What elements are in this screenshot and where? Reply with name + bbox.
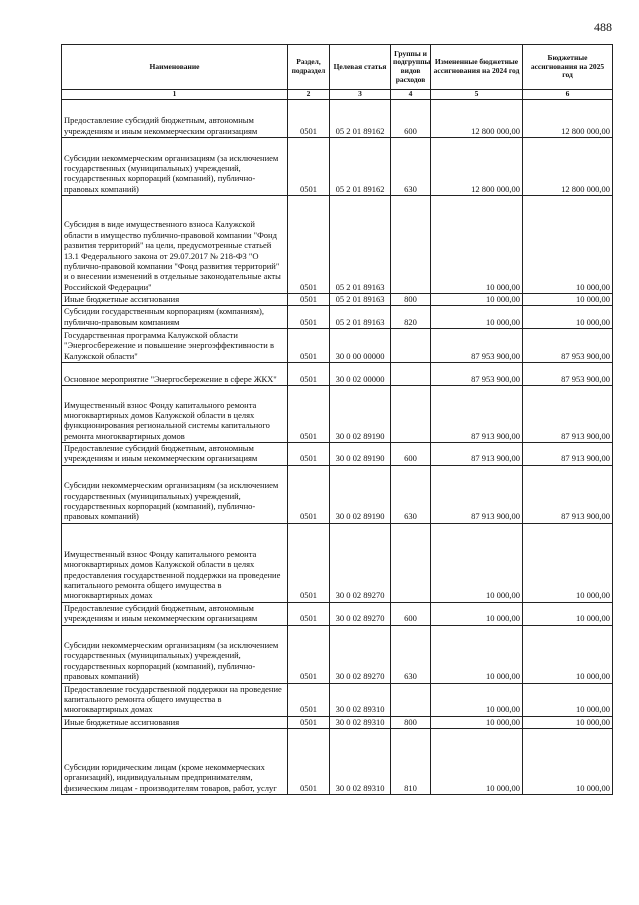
column-number: 4 <box>391 90 431 100</box>
row-expense-group <box>391 386 431 443</box>
row-amount-2025: 10 000,00 <box>523 294 613 306</box>
row-target-article: 30 0 02 89270 <box>330 602 391 625</box>
row-target-article: 30 0 02 89310 <box>330 728 391 794</box>
row-target-article: 30 0 02 89190 <box>330 386 391 443</box>
row-name: Иные бюджетные ассигнования <box>62 716 288 728</box>
row-expense-group <box>391 196 431 294</box>
row-amount-2025: 10 000,00 <box>523 602 613 625</box>
row-target-article: 05 2 01 89162 <box>330 138 391 196</box>
row-section: 0501 <box>288 329 330 363</box>
row-section: 0501 <box>288 100 330 138</box>
row-name: Иные бюджетные ассигнования <box>62 294 288 306</box>
row-amount-2025: 10 000,00 <box>523 625 613 683</box>
table-row <box>62 100 613 138</box>
row-expense-group: 600 <box>391 443 431 466</box>
row-name: Субсидия в виде имущественного взноса Калужской области в имущество публично-правовой компании "Фонд развития территорий" на цели, предусмотренные статьей 13.1 Федерального закона от 29.07.2017 № 218-ФЗ "О публично-правовой компании "Фонд развития территорий" и о внесении изменений в отдельные законодательные акты Российской Федерации" <box>62 196 288 294</box>
row-name: Предоставление государственной поддержки на проведение капитального ремонта общего имущества в многоквартирных домах <box>62 683 288 716</box>
row-expense-group <box>391 329 431 363</box>
row-name: Предоставление субсидий бюджетным, автономным учреждениям и иным некоммерческим организациям <box>62 443 288 466</box>
row-amount-2025: 87 953 900,00 <box>523 329 613 363</box>
table-row <box>62 716 613 728</box>
row-name: Основное мероприятие "Энергосбережение в сфере ЖКХ" <box>62 363 288 386</box>
row-name: Имущественный взнос Фонду капитального ремонта многоквартирных домов Калужской области в целях предоставления государственной поддержки на проведение капитального ремонта общего имущества в многоквартирных домах <box>62 523 288 602</box>
column-number: 3 <box>330 90 391 100</box>
table-row <box>62 363 613 386</box>
header-row <box>62 45 613 90</box>
row-amount-2024: 12 800 000,00 <box>431 138 523 196</box>
table-row <box>62 728 613 794</box>
row-expense-group: 820 <box>391 306 431 329</box>
row-amount-2024: 87 913 900,00 <box>431 386 523 443</box>
row-amount-2024: 87 913 900,00 <box>431 465 523 523</box>
row-section: 0501 <box>288 306 330 329</box>
budget-table <box>61 44 613 795</box>
row-expense-group: 800 <box>391 294 431 306</box>
table-row <box>62 602 613 625</box>
row-name: Субсидии некоммерческим организациям (за исключением государственных (муниципальных) учреждений, государственных корпораций (компаний), публично-правовых компаний) <box>62 625 288 683</box>
row-amount-2025: 12 800 000,00 <box>523 100 613 138</box>
table-row <box>62 683 613 716</box>
table-row <box>62 386 613 443</box>
row-target-article: 30 0 02 89310 <box>330 716 391 728</box>
row-expense-group: 600 <box>391 602 431 625</box>
row-expense-group: 630 <box>391 625 431 683</box>
row-target-article: 05 2 01 89163 <box>330 294 391 306</box>
row-target-article: 30 0 02 89270 <box>330 625 391 683</box>
row-amount-2024: 10 000,00 <box>431 306 523 329</box>
row-amount-2024: 10 000,00 <box>431 523 523 602</box>
row-amount-2024: 87 953 900,00 <box>431 329 523 363</box>
row-name: Государственная программа Калужской области "Энергосбережение и повышение энергоэффективности в Калужской области" <box>62 329 288 363</box>
row-section: 0501 <box>288 728 330 794</box>
row-amount-2024: 87 953 900,00 <box>431 363 523 386</box>
row-section: 0501 <box>288 138 330 196</box>
row-expense-group: 630 <box>391 138 431 196</box>
table-row <box>62 625 613 683</box>
row-name: Имущественный взнос Фонду капитального ремонта многоквартирных домов Калужской области в целях функционирования региональной системы капитального ремонта многоквартирных домов <box>62 386 288 443</box>
table-body <box>62 100 613 795</box>
row-name: Предоставление субсидий бюджетным, автономным учреждениям и иным некоммерческим организациям <box>62 602 288 625</box>
row-amount-2024: 10 000,00 <box>431 625 523 683</box>
header-group: Группы и подгруппы видов расходов <box>391 45 431 90</box>
row-name: Предоставление субсидий бюджетным, автономным учреждениям и иным некоммерческим организациям <box>62 100 288 138</box>
table-row <box>62 306 613 329</box>
row-amount-2024: 10 000,00 <box>431 294 523 306</box>
column-number: 5 <box>431 90 523 100</box>
row-amount-2024: 87 913 900,00 <box>431 443 523 466</box>
row-target-article: 05 2 01 89163 <box>330 196 391 294</box>
row-expense-group <box>391 683 431 716</box>
row-expense-group <box>391 363 431 386</box>
row-expense-group: 810 <box>391 728 431 794</box>
row-section: 0501 <box>288 625 330 683</box>
header-section: Раздел, подраздел <box>288 45 330 90</box>
row-target-article: 05 2 01 89163 <box>330 306 391 329</box>
column-number: 1 <box>62 90 288 100</box>
table-row <box>62 196 613 294</box>
row-amount-2024: 10 000,00 <box>431 728 523 794</box>
table-row <box>62 294 613 306</box>
row-section: 0501 <box>288 196 330 294</box>
row-section: 0501 <box>288 716 330 728</box>
column-number-row <box>62 90 613 100</box>
page-number: 488 <box>594 20 612 34</box>
header-name: Наименование <box>62 45 288 90</box>
column-number: 6 <box>523 90 613 100</box>
row-expense-group: 800 <box>391 716 431 728</box>
row-target-article: 30 0 02 89310 <box>330 683 391 716</box>
row-section: 0501 <box>288 465 330 523</box>
row-amount-2025: 87 953 900,00 <box>523 363 613 386</box>
row-section: 0501 <box>288 386 330 443</box>
row-section: 0501 <box>288 443 330 466</box>
row-amount-2024: 10 000,00 <box>431 716 523 728</box>
row-amount-2025: 10 000,00 <box>523 306 613 329</box>
row-name: Субсидии юридическим лицам (кроме некоммерческих организаций), индивидуальным предпринимателям, физическим лицам - производителям товаров, работ, услуг <box>62 728 288 794</box>
row-amount-2025: 87 913 900,00 <box>523 386 613 443</box>
row-amount-2025: 87 913 900,00 <box>523 465 613 523</box>
row-target-article: 30 0 02 00000 <box>330 363 391 386</box>
row-section: 0501 <box>288 602 330 625</box>
column-number: 2 <box>288 90 330 100</box>
row-target-article: 30 0 02 89270 <box>330 523 391 602</box>
row-target-article: 30 0 02 89190 <box>330 465 391 523</box>
row-name: Субсидии некоммерческим организациям (за исключением государственных (муниципальных) учреждений, государственных корпораций (компаний), публично-правовых компаний) <box>62 465 288 523</box>
row-section: 0501 <box>288 683 330 716</box>
table-row <box>62 138 613 196</box>
row-amount-2025: 10 000,00 <box>523 196 613 294</box>
header-target: Целевая статья <box>330 45 391 90</box>
table-row <box>62 443 613 466</box>
row-expense-group: 630 <box>391 465 431 523</box>
table-row <box>62 329 613 363</box>
row-section: 0501 <box>288 294 330 306</box>
row-amount-2025: 12 800 000,00 <box>523 138 613 196</box>
row-amount-2025: 87 913 900,00 <box>523 443 613 466</box>
row-target-article: 05 2 01 89162 <box>330 100 391 138</box>
row-amount-2024: 10 000,00 <box>431 602 523 625</box>
table-row <box>62 523 613 602</box>
header-budget-2025: Бюджетные ассигнования на 2025 год <box>523 45 613 90</box>
row-amount-2024: 10 000,00 <box>431 683 523 716</box>
row-target-article: 30 0 02 89190 <box>330 443 391 466</box>
row-name: Субсидии некоммерческим организациям (за исключением государственных (муниципальных) учреждений, государственных корпораций (компаний), публично-правовых компаний) <box>62 138 288 196</box>
row-amount-2024: 12 800 000,00 <box>431 100 523 138</box>
row-expense-group <box>391 523 431 602</box>
row-amount-2025: 10 000,00 <box>523 716 613 728</box>
row-name: Субсидии государственным корпорациям (компаниям), публично-правовым компаниям <box>62 306 288 329</box>
header-amended-2024: Измененные бюджетные ассигнования на 2024 год <box>431 45 523 90</box>
row-target-article: 30 0 00 00000 <box>330 329 391 363</box>
row-amount-2025: 10 000,00 <box>523 683 613 716</box>
row-expense-group: 600 <box>391 100 431 138</box>
row-amount-2025: 10 000,00 <box>523 523 613 602</box>
row-amount-2025: 10 000,00 <box>523 728 613 794</box>
row-section: 0501 <box>288 523 330 602</box>
row-section: 0501 <box>288 363 330 386</box>
table-row <box>62 465 613 523</box>
row-amount-2024: 10 000,00 <box>431 196 523 294</box>
